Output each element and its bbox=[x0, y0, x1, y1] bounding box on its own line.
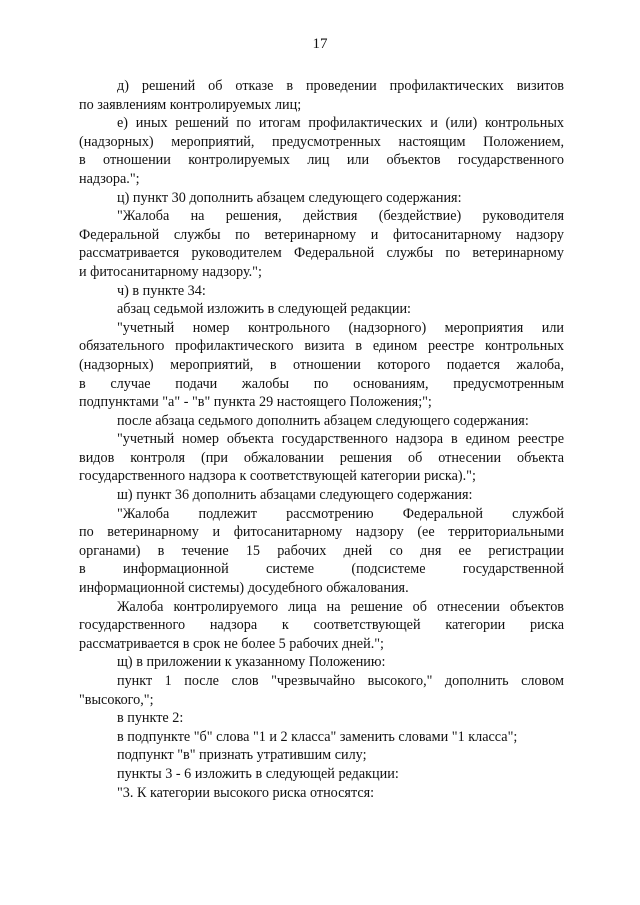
text-line: "Жалоба подлежит рассмотрению Федеральной службой bbox=[117, 505, 564, 522]
text-line: щ) в приложении к указанному Положению: bbox=[117, 654, 386, 671]
text-line: государственного надзора к соответствующей категории риска bbox=[79, 617, 564, 634]
text-line: ц) пункт 30 дополнить абзацем следующего содержания: bbox=[117, 189, 462, 206]
text-line: органами) в течение 15 рабочих дней со дня ее регистрации bbox=[79, 542, 564, 559]
text-line: Федеральной службы по ветеринарному и фитосанитарному надзору bbox=[79, 226, 564, 243]
text-line: "высокого,"; bbox=[79, 691, 154, 708]
text-line: рассматривается в срок не более 5 рабочих дней."; bbox=[79, 635, 384, 652]
text-line: "учетный номер объекта государственного надзора в едином реестре bbox=[117, 431, 564, 448]
text-line: е) иных решений по итогам профилактических и (или) контрольных bbox=[117, 115, 564, 132]
text-line: государственного надзора к соответствующей категории риска)."; bbox=[79, 468, 476, 485]
text-line: рассматривается руководителем Федеральной службы по ветеринарному bbox=[79, 245, 564, 262]
text-line: по ветеринарному и фитосанитарному надзору (ее территориальными bbox=[79, 524, 564, 541]
text-line: абзац седьмой изложить в следующей редакции: bbox=[117, 301, 412, 318]
text-line: и фитосанитарному надзору."; bbox=[79, 263, 262, 280]
text-line: информационной системы) досудебного обжалования. bbox=[79, 580, 409, 597]
text-line: ч) в пункте 34: bbox=[117, 282, 206, 299]
page-number: 17 bbox=[312, 36, 328, 52]
text-line: надзора."; bbox=[79, 170, 140, 187]
text-line: (надзорных) мероприятий, предусмотренных настоящим Положением, bbox=[79, 133, 564, 150]
text-line: в информационной системе (подсистеме государственной bbox=[79, 561, 564, 578]
text-line: Жалоба контролируемого лица на решение об отнесении объектов bbox=[117, 598, 564, 615]
text-line: "учетный номер контрольного (надзорного) мероприятия или bbox=[117, 319, 564, 336]
text-line: видов контроля (при обжаловании решения об отнесении объекта bbox=[79, 449, 564, 466]
text-line: в отношении контролируемых лиц или объектов государственного bbox=[79, 152, 564, 169]
text-line: пункт 1 после слов "чрезвычайно высокого," дополнить словом bbox=[117, 673, 564, 689]
text-line: д) решений об отказе в проведении профилактических визитов bbox=[117, 78, 564, 94]
text-line: по заявлениям контролируемых лиц; bbox=[79, 96, 302, 113]
text-line: подпунктами "а" - "в" пункта 29 настоящего Положения;"; bbox=[79, 394, 432, 411]
document-body bbox=[79, 77, 564, 802]
text-line: ш) пункт 36 дополнить абзацами следующего содержания: bbox=[117, 487, 473, 504]
text-line: пункты 3 - 6 изложить в следующей редакции: bbox=[117, 765, 399, 782]
text-line: обязательного профилактического визита в едином реестре контрольных bbox=[79, 338, 564, 355]
text-line: "Жалоба на решения, действия (бездействие) руководителя bbox=[117, 208, 564, 225]
text-line: в подпункте "б" слова "1 и 2 класса" заменить словами "1 класса"; bbox=[117, 728, 518, 745]
text-line: (надзорных) мероприятий, в отношении которого подается жалоба, bbox=[79, 356, 564, 373]
text-line: подпункт "в" признать утратившим силу; bbox=[117, 747, 367, 764]
text-line: "3. К категории высокого риска относятся: bbox=[117, 784, 375, 801]
text-line: после абзаца седьмого дополнить абзацем следующего содержания: bbox=[117, 412, 529, 429]
text-line: в пункте 2: bbox=[117, 710, 184, 727]
text-line: в случае подачи жалобы по основаниям, предусмотренным bbox=[79, 375, 564, 392]
